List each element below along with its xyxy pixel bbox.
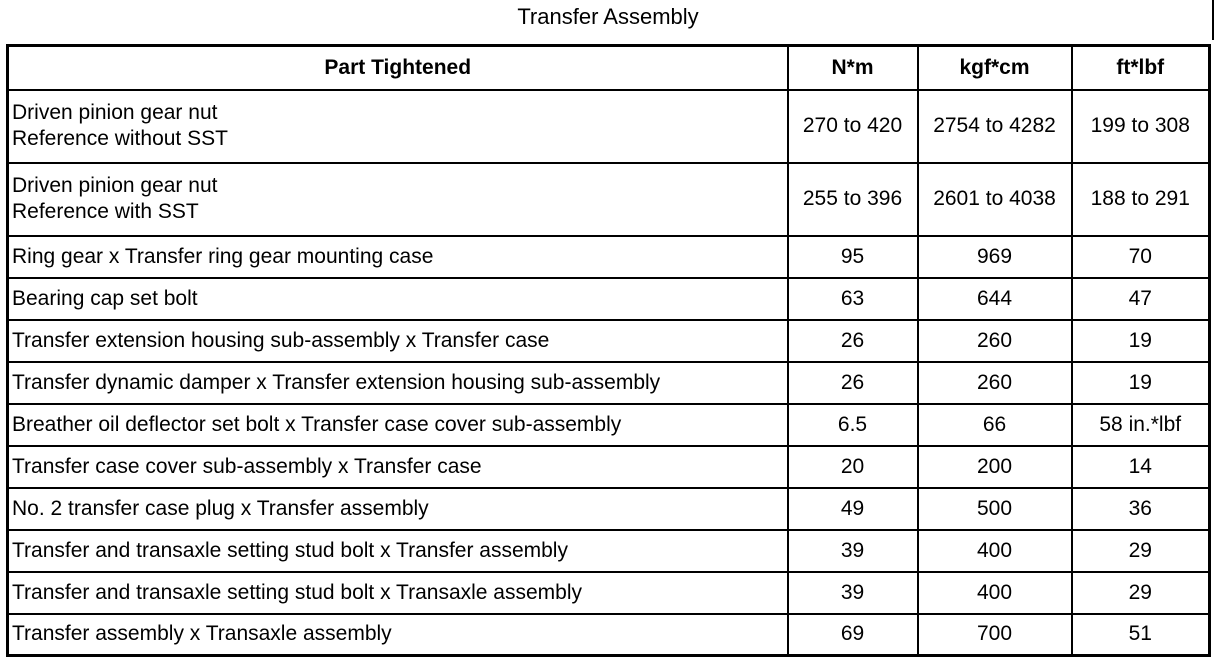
ftlbf-value-cell: 70 <box>1072 236 1210 278</box>
part-line: Transfer dynamic damper x Transfer extension housing sub-assembly <box>12 370 661 394</box>
table-header-row <box>8 46 1210 90</box>
part-tightened-cell <box>8 488 788 530</box>
kgf-value-cell: 400 <box>918 572 1072 614</box>
nm-value-cell: 270 to 420 <box>788 90 918 163</box>
part-line: No. 2 transfer case plug x Transfer assembly <box>12 496 429 520</box>
kgf-value-cell: 260 <box>918 320 1072 362</box>
part-line: Reference with SST <box>12 200 199 223</box>
part-tightened-cell <box>8 362 788 404</box>
part-tightened-cell <box>8 236 788 278</box>
part-tightened-cell <box>8 446 788 488</box>
column-header-kgf: kgf*cm <box>918 46 1072 90</box>
table-row <box>8 572 1210 614</box>
part-tightened-cell <box>8 90 788 163</box>
kgf-value-cell: 969 <box>918 236 1072 278</box>
nm-value-cell: 26 <box>788 320 918 362</box>
table-row <box>8 320 1210 362</box>
ftlbf-value-cell: 36 <box>1072 488 1210 530</box>
table-row <box>8 404 1210 446</box>
kgf-value-cell: 66 <box>918 404 1072 446</box>
nm-value-cell: 39 <box>788 572 918 614</box>
ftlbf-value-cell: 58 in.*lbf <box>1072 404 1210 446</box>
nm-value-cell: 26 <box>788 362 918 404</box>
table-row <box>8 530 1210 572</box>
part-tightened-cell <box>8 572 788 614</box>
ftlbf-value-cell: 14 <box>1072 446 1210 488</box>
table-row <box>8 236 1210 278</box>
nm-value-cell: 20 <box>788 446 918 488</box>
part-tightened-cell <box>8 320 788 362</box>
part-tightened-cell <box>8 404 788 446</box>
table-row <box>8 362 1210 404</box>
part-line: Transfer and transaxle setting stud bolt x Transfer assembly <box>12 538 568 562</box>
nm-value-cell: 6.5 <box>788 404 918 446</box>
ftlbf-value-cell: 188 to 291 <box>1072 163 1210 236</box>
nm-value-cell: 255 to 396 <box>788 163 918 236</box>
part-line: Driven pinion gear nut <box>12 101 218 124</box>
column-header-ft: ft*lbf <box>1072 46 1210 90</box>
column-header-nm: N*m <box>788 46 918 90</box>
part-line: Transfer assembly x Transaxle assembly <box>12 622 392 646</box>
ftlbf-value-cell: 19 <box>1072 362 1210 404</box>
nm-value-cell: 69 <box>788 614 918 656</box>
ftlbf-value-cell: 29 <box>1072 530 1210 572</box>
kgf-value-cell: 400 <box>918 530 1072 572</box>
kgf-value-cell: 700 <box>918 614 1072 656</box>
part-tightened-cell <box>8 614 788 656</box>
kgf-value-cell: 644 <box>918 278 1072 320</box>
kgf-value-cell: 200 <box>918 446 1072 488</box>
nm-value-cell: 39 <box>788 530 918 572</box>
ftlbf-value-cell: 47 <box>1072 278 1210 320</box>
ftlbf-value-cell: 199 to 308 <box>1072 90 1210 163</box>
kgf-value-cell: 500 <box>918 488 1072 530</box>
table-row <box>8 90 1210 163</box>
ftlbf-value-cell: 19 <box>1072 320 1210 362</box>
ftlbf-value-cell: 51 <box>1072 614 1210 656</box>
part-line: Transfer case cover sub-assembly x Transfer case <box>12 454 482 478</box>
page-title: Transfer Assembly <box>517 4 699 29</box>
table-row <box>8 446 1210 488</box>
table-row <box>8 278 1210 320</box>
part-line: Bearing cap set bolt <box>12 286 198 310</box>
torque-specification-table <box>6 44 1211 657</box>
part-line: Breather oil deflector set bolt x Transfer case cover sub-assembly <box>12 412 622 436</box>
nm-value-cell: 49 <box>788 488 918 530</box>
part-line: Reference without SST <box>12 127 228 150</box>
part-line: Transfer extension housing sub-assembly x Transfer case <box>12 328 550 352</box>
kgf-value-cell: 2754 to 4282 <box>918 90 1072 163</box>
column-header-part: Part Tightened <box>8 46 788 90</box>
nm-value-cell: 95 <box>788 236 918 278</box>
table-row <box>8 614 1210 656</box>
table-row <box>8 163 1210 236</box>
part-tightened-cell <box>8 278 788 320</box>
kgf-value-cell: 2601 to 4038 <box>918 163 1072 236</box>
part-tightened-cell <box>8 530 788 572</box>
kgf-value-cell: 260 <box>918 362 1072 404</box>
nm-value-cell: 63 <box>788 278 918 320</box>
part-line: Driven pinion gear nut <box>12 174 218 197</box>
table-row <box>8 488 1210 530</box>
part-line: Transfer and transaxle setting stud bolt x Transaxle assembly <box>12 580 582 604</box>
part-line: Ring gear x Transfer ring gear mounting case <box>12 244 434 268</box>
table-body <box>8 90 1210 656</box>
part-tightened-cell <box>8 163 788 236</box>
ftlbf-value-cell: 29 <box>1072 572 1210 614</box>
